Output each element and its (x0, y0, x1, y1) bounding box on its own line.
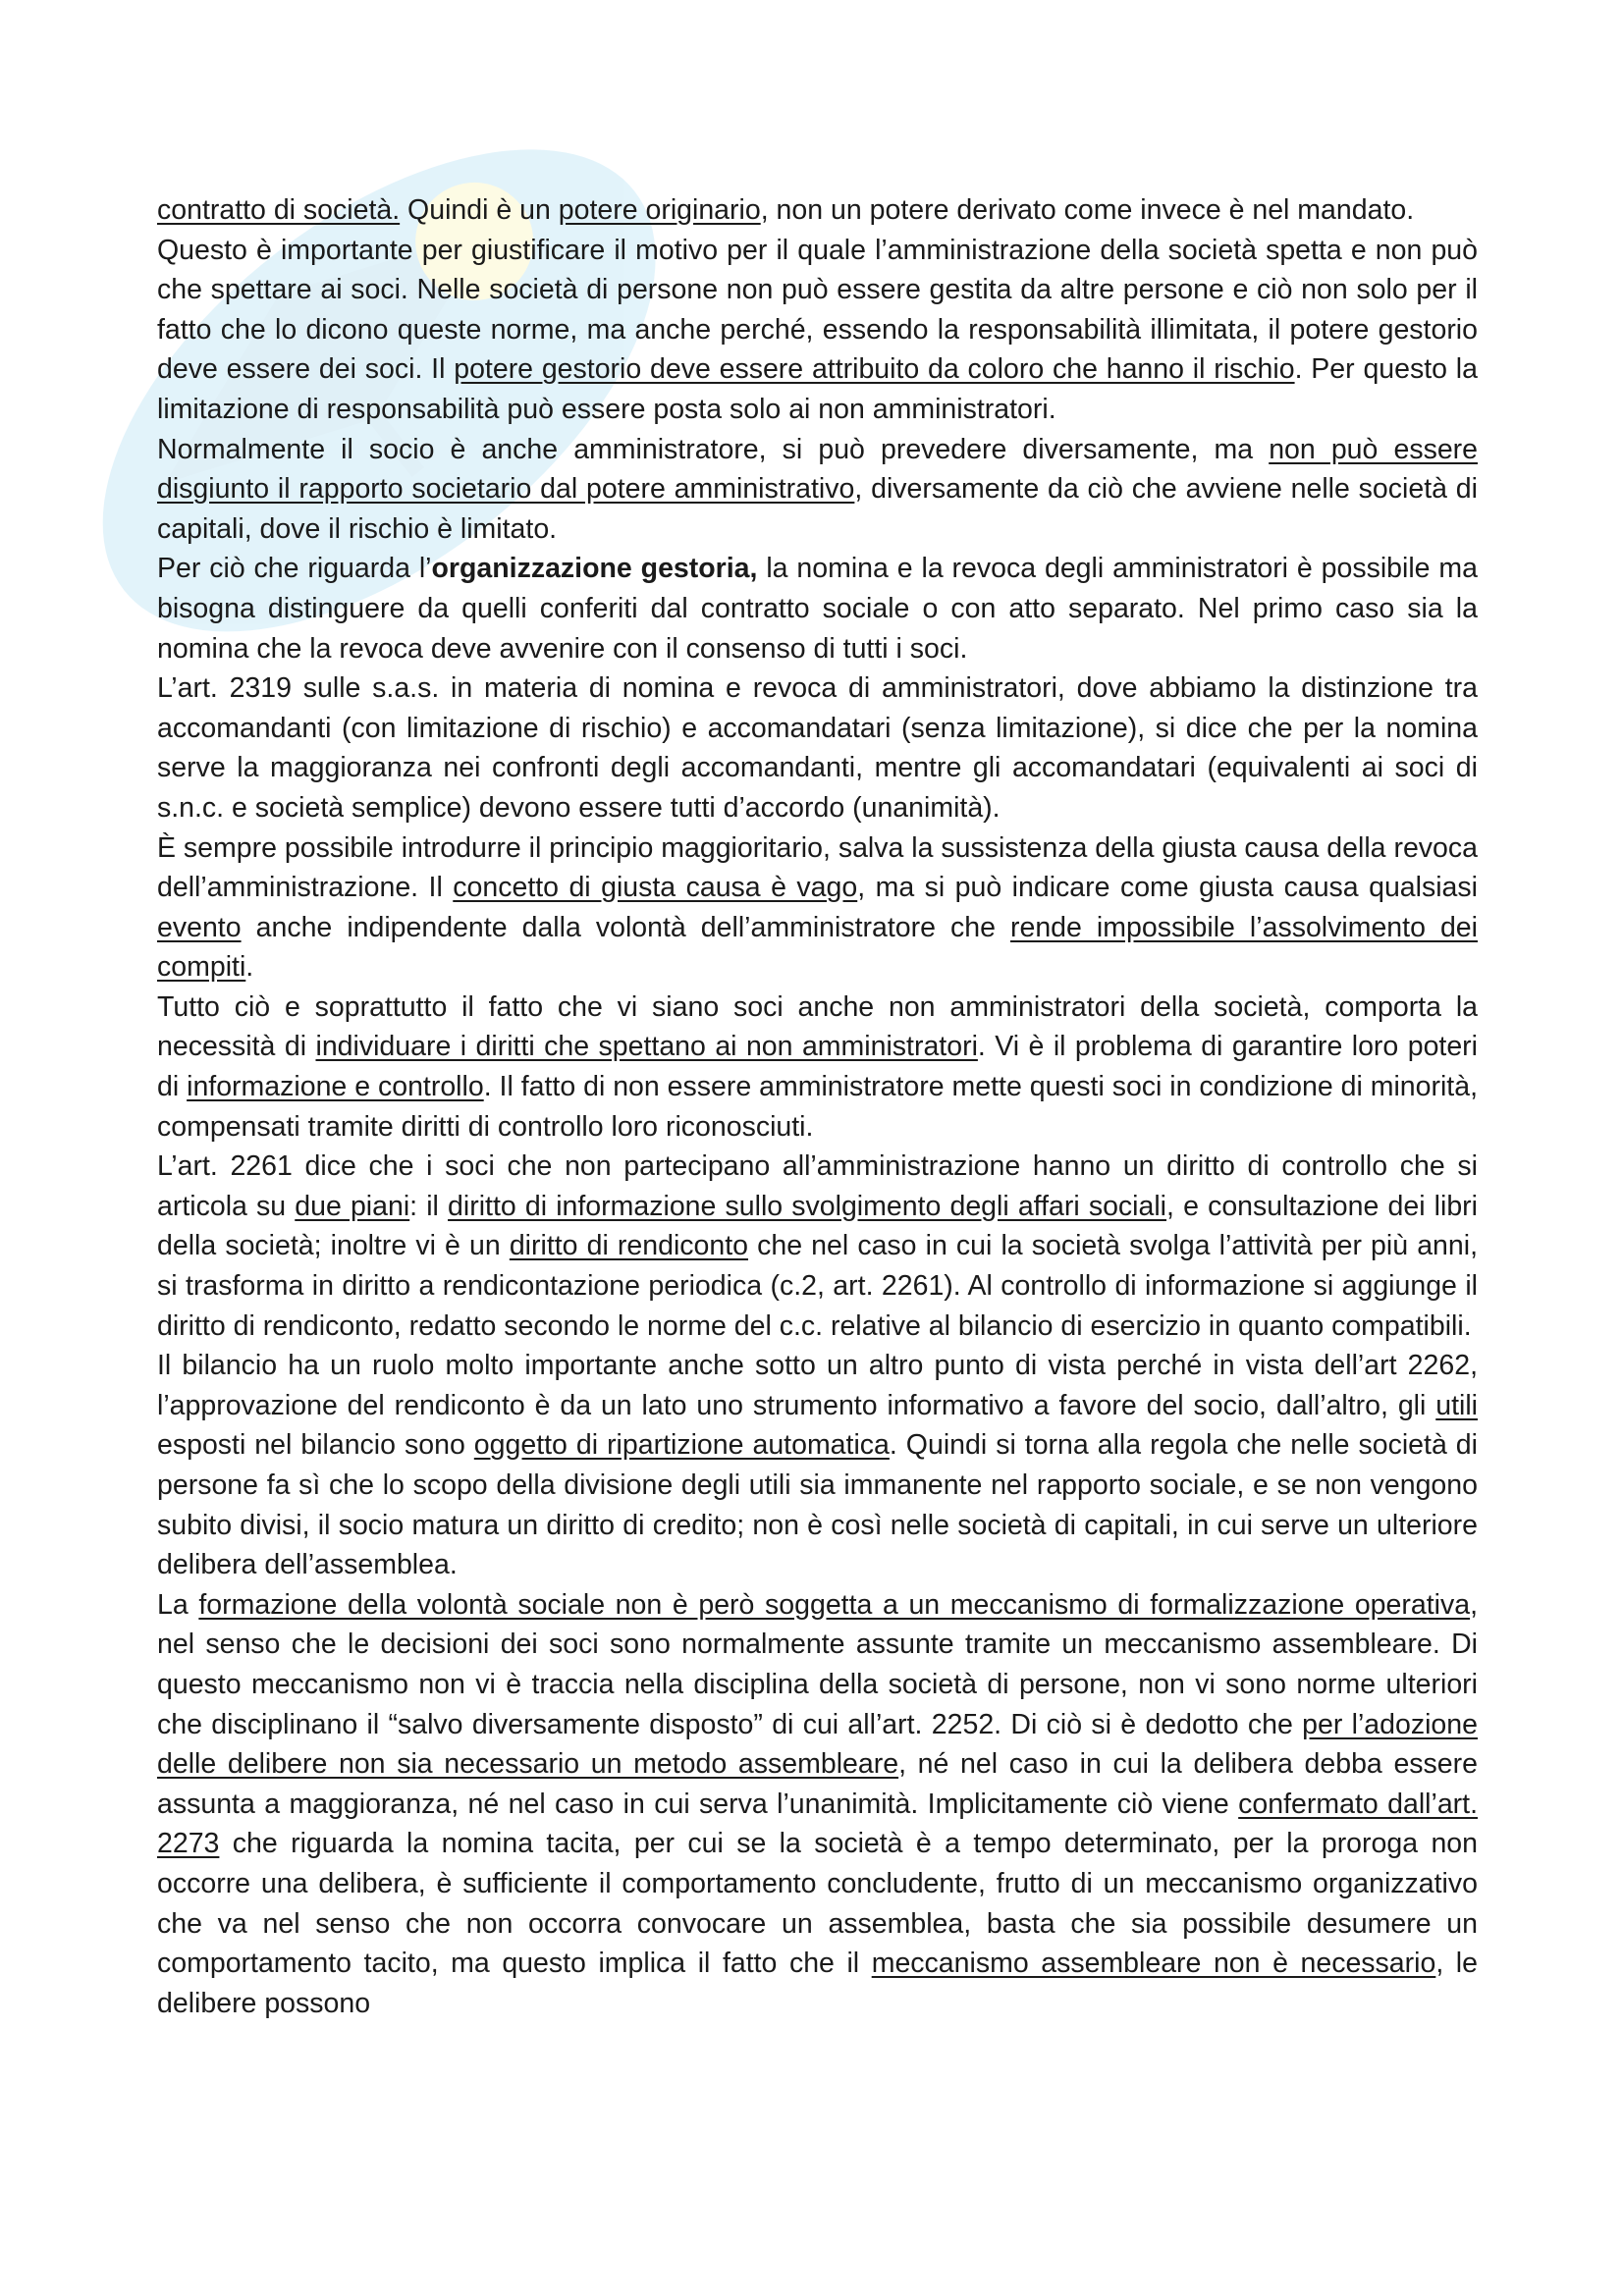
text-segment: la nomina e la revoca degli amministratori è possibile ma bisogna distinguere da quelli conferiti dal contratto sociale o con atto separato. Nel primo caso sia la nomina che la revoca deve avvenire con il consenso di tutti i soci. (157, 553, 1478, 665)
text-segment: . Vi è il problema di garantire loro poteri di (157, 1031, 1479, 1103)
text-segment: , nel senso che le decisioni dei soci sono normalmente assunte tramite un meccanismo assembleare. Di questo meccanismo non vi è traccia nella disciplina della società di persone, non vi sono norme ulteriori che disciplinano il “salvo diversamente disposto” di cui all’art. 2252. Di ciò si è dedotto che (157, 1588, 1478, 1740)
text-segment: Tutto ciò e soprattutto il fatto che vi siano soci anche non amministratori della società, comporta la necessità di (157, 990, 1478, 1063)
underlined-text: oggetto di ripartizione automatica (473, 1429, 890, 1462)
text-segment: che riguarda la nomina tacita, per cui se la società è a tempo determinato, per la proroga non occorre una delibera, è sufficiente il comportamento concludente, frutto di un meccanismo organizzativo che va nel senso che non occorra convocare un assemblea, basta che sia possibile desumere un comportamento tacito, ma questo implica il fatto che il (157, 1828, 1478, 1980)
text-segment: Questo è importante per giustificare il motivo per il quale l’amministrazione della società spetta e non può che spettare ai soci. Nelle società di persone non può essere gestita da altre persone e ciò non solo per il fatto che lo dicono queste norme, ma anche perché, essendo la responsabilità illimitata, il potere gestorio deve essere dei soci. Il (157, 234, 1478, 386)
text-segment: anche indipendente dalla volontà dell’amministratore che (241, 911, 1010, 943)
document-body (157, 190, 1478, 2023)
text-segment: . Il fatto di non essere amministratore mette questi soci in condizione di minorità, compensati tramite diritti di controllo loro riconosciuti. (157, 1071, 1478, 1143)
text-segment: L’art. 2319 sulle s.a.s. in materia di nomina e revoca di amministratori, dove abbiamo la distinzione tra accomandanti (con limitazione di rischio) e accomandatari (senza limitazione), si dice che per la nomina serve la maggioranza nei confronti degli accomandanti, mentre gli accomandatari (equivalenti ai soci di s.n.c. e società semplice) devono essere tutti d’accordo (unanimità). (157, 672, 1478, 824)
text-segment: , non un potere derivato come invece è nel mandato. (760, 194, 1415, 226)
underlined-text: rende impossibile l’assolvimento dei compiti (157, 911, 1478, 984)
text-segment: . Per questo la limitazione di responsabilità può essere posta solo ai non amministratori. (157, 353, 1478, 425)
text-segment: Per ciò che riguarda l’ (157, 553, 432, 585)
underlined-text: diritto di informazione sullo svolgimento degli affari sociali (448, 1190, 1167, 1222)
text-segment: L’art. 2261 dice che i soci che non partecipano all’amministrazione hanno un diritto di controllo che si articola su (157, 1150, 1478, 1222)
underlined-text: contratto di società. (157, 194, 401, 226)
paragraph (157, 430, 1478, 550)
text-segment: , né nel caso in cui la delibera debba essere assunta a maggioranza, né nel caso in cui serva l’unanimità. Implicitamente ciò viene (157, 1748, 1478, 1820)
underlined-text: informazione e controllo (187, 1071, 484, 1103)
bold-text: organizzazione gestoria, (431, 553, 758, 585)
underlined-text: concetto di giusta causa è vago (453, 872, 858, 904)
underlined-text: potere gestorio deve essere attribuito da coloro che hanno il rischio (454, 353, 1295, 386)
text-segment: : il (409, 1190, 449, 1222)
paragraph (157, 828, 1478, 988)
paragraph (157, 1346, 1478, 1585)
text-segment: , diversamente da ciò che avviene nelle società di capitali, dove il rischio è limitato. (157, 473, 1478, 545)
underlined-text: due piani (295, 1190, 410, 1222)
paragraph (157, 668, 1478, 828)
underlined-text: individuare i diritti che spettano ai non amministratori (315, 1031, 978, 1063)
text-segment: che nel caso in cui la società svolga l’attività per più anni, si trasforma in diritto a rendicontazione periodica (c.2, art. 2261). Al controllo di informazione si aggiunge il diritto di rendiconto, redatto secondo le norme del c.c. relative al bilancio di esercizio in quanto compatibili. (157, 1230, 1478, 1342)
underlined-text: meccanismo assembleare non è necessario (871, 1948, 1436, 1980)
text-segment: . (245, 951, 254, 984)
underlined-text: per l’adozione delle delibere non sia necessario un metodo assembleare (157, 1708, 1478, 1781)
paragraph (157, 231, 1478, 430)
underlined-text: utili (1435, 1389, 1478, 1421)
underlined-text: potere originario (558, 194, 761, 226)
text-segment: È sempre possibile introdurre il principio maggioritario, salva la sussistenza della giusta causa della revoca dell’amministrazione. Il (157, 831, 1478, 904)
text-segment: , e consultazione dei libri della società; inoltre vi è un (157, 1190, 1478, 1262)
underlined-text: formazione della volontà sociale non è però soggetta a un meccanismo di formalizzazione operativa (198, 1588, 1471, 1621)
text-segment: La (157, 1588, 199, 1621)
text-segment: , ma si può indicare come giusta causa qualsiasi (857, 872, 1478, 904)
paragraph (157, 1147, 1478, 1346)
text-segment: Normalmente il socio è anche amministratore, si può prevedere diversamente, ma (157, 433, 1270, 465)
paragraph (157, 988, 1478, 1147)
underlined-text: non può essere disgiunto il rapporto societario dal potere amministrativo (157, 433, 1479, 506)
paragraph (157, 549, 1478, 668)
underlined-text: confermato dall’art. 2273 (157, 1788, 1478, 1860)
text-segment: . Quindi si torna alla regola che nelle società di persone fa sì che lo scopo della divisione degli utili sia immanente nel rapporto sociale, e se non vengono subito divisi, il socio matura un diritto di credito; non è così nelle società di capitali, in cui serve un ulteriore delibera dell’assemblea. (157, 1429, 1478, 1581)
underlined-text: diritto di rendiconto (509, 1230, 749, 1262)
text-segment: , le delibere possono (157, 1948, 1478, 2019)
text-segment: esposti nel bilancio sono (157, 1429, 474, 1462)
underlined-text: evento (157, 911, 242, 943)
paragraph (157, 190, 1478, 231)
text-segment: Quindi è un (400, 194, 559, 226)
paragraph (157, 1585, 1478, 2024)
text-segment: Il bilancio ha un ruolo molto importante anche sotto un altro punto di vista perché in vista dell’art 2262, l’approvazione del rendiconto è da un lato uno strumento informativo a favore del socio, dall’altro, gli (157, 1350, 1478, 1421)
